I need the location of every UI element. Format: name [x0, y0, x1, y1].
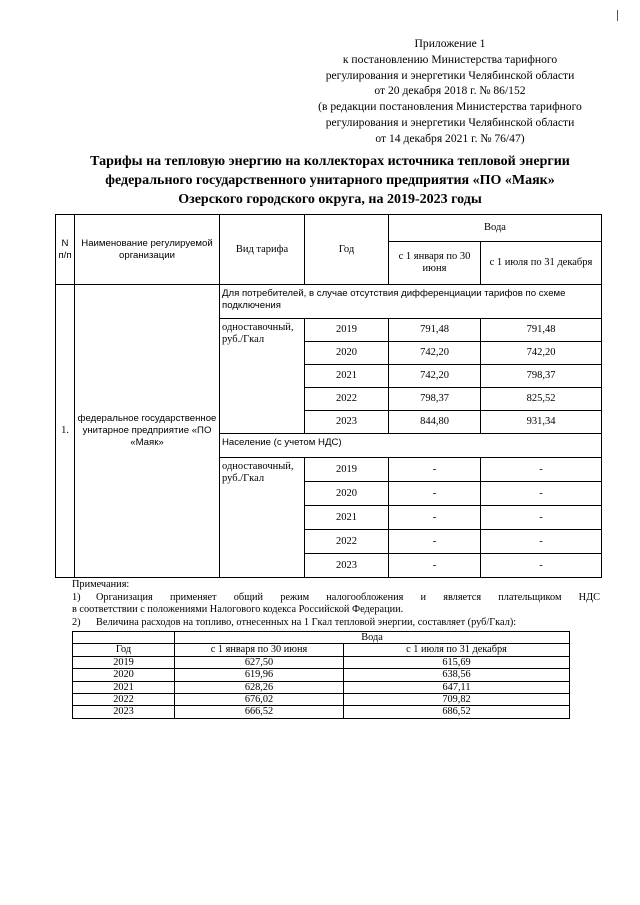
- note-2-text: Величина расходов на топливо, отнесенных на 1 Гкал тепловой энергии, составляет (руб/Гкал):: [96, 616, 517, 628]
- fuel-year-cell: 2020: [73, 669, 175, 681]
- appendix-block: [290, 36, 610, 147]
- note-1-line-2: в соответствии с положениями Налогового кодекса Российской Федерации.: [72, 604, 404, 615]
- header-org: Наименование регулируемой организации: [75, 215, 220, 285]
- header-tariff-type: Вид тарифа: [220, 215, 305, 285]
- value-cell: -: [389, 482, 481, 506]
- tariff-type: одноставочный, руб./Гкал: [220, 319, 305, 434]
- year-cell: 2020: [305, 482, 389, 506]
- fuel-cost-table: [72, 631, 570, 719]
- fuel-header-year: Год: [73, 644, 175, 656]
- value-cell: 931,34: [481, 411, 602, 434]
- value-cell: 825,52: [481, 388, 602, 411]
- title-line: Озерского городского округа, на 2019-2023 годы: [178, 192, 482, 207]
- header-period-2: с 1 июля по 31 декабря: [481, 242, 602, 285]
- header-num: N п/п: [56, 215, 75, 285]
- year-cell: 2019: [305, 458, 389, 482]
- tariff-table: [55, 214, 602, 578]
- appendix-line: регулирования и энергетики Челябинской области: [325, 68, 575, 82]
- note-1-line-1: Организация применяет общий режим налогообложения и является плательщиком НДС: [96, 591, 600, 603]
- title-line: федерального государственного унитарного предприятия «ПО «Маяк»: [105, 173, 555, 188]
- fuel-value-cell: 638,56: [344, 669, 570, 681]
- fuel-value-cell: 627,50: [175, 656, 344, 668]
- value-cell: -: [481, 506, 602, 530]
- note-label: 2): [72, 616, 81, 628]
- value-cell: 742,20: [481, 342, 602, 365]
- section-heading: Население (с учетом НДС): [220, 434, 602, 458]
- value-cell: -: [389, 458, 481, 482]
- appendix-line: к постановлению Министерства тарифного: [342, 52, 558, 66]
- year-cell: 2020: [305, 342, 389, 365]
- fuel-value-cell: 666,52: [175, 706, 344, 718]
- value-cell: 844,80: [389, 411, 481, 434]
- year-cell: 2021: [305, 365, 389, 388]
- title-line: Тарифы на тепловую энергию на коллекторах источника тепловой энергии: [90, 154, 570, 169]
- value-cell: 798,37: [481, 365, 602, 388]
- fuel-year-cell: 2022: [73, 694, 175, 706]
- year-cell: 2021: [305, 506, 389, 530]
- fuel-value-cell: 619,96: [175, 669, 344, 681]
- header-water: Вода: [389, 215, 602, 242]
- header-period-1: с 1 января по 30 июня: [389, 242, 481, 285]
- fuel-value-cell: 686,52: [344, 706, 570, 718]
- fuel-header-period-1: с 1 января по 30 июня: [175, 644, 344, 656]
- fuel-value-cell: 615,69: [344, 656, 570, 668]
- value-cell: -: [481, 458, 602, 482]
- year-cell: 2023: [305, 554, 389, 578]
- value-cell: 798,37: [389, 388, 481, 411]
- appendix-line: (в редакции постановления Министерства тарифного: [318, 100, 582, 114]
- fuel-corner-cell: [73, 632, 175, 644]
- value-cell: 742,20: [389, 365, 481, 388]
- org-name: федеральное государственное унитарное предприятие «ПО «Маяк»: [75, 285, 220, 578]
- value-cell: -: [481, 482, 602, 506]
- value-cell: 791,48: [389, 319, 481, 342]
- note-label: 1): [72, 591, 81, 603]
- notes-heading: Примечания:: [72, 579, 130, 590]
- fuel-header-period-2: с 1 июля по 31 декабря: [344, 644, 570, 656]
- fuel-value-cell: 676,02: [175, 694, 344, 706]
- appendix-line: от 20 декабря 2018 г. № 86/152: [374, 84, 526, 98]
- value-cell: -: [389, 506, 481, 530]
- value-cell: -: [481, 530, 602, 554]
- fuel-year-cell: 2019: [73, 656, 175, 668]
- appendix-line: регулирования и энергетики Челябинской области: [325, 115, 575, 129]
- value-cell: -: [389, 554, 481, 578]
- scan-mark: [617, 10, 618, 21]
- header-year: Год: [305, 215, 389, 285]
- value-cell: -: [481, 554, 602, 578]
- fuel-year-cell: 2023: [73, 706, 175, 718]
- value-cell: -: [389, 530, 481, 554]
- fuel-value-cell: 628,26: [175, 681, 344, 693]
- row-number: 1.: [56, 285, 75, 578]
- document-title: [40, 152, 620, 209]
- fuel-value-cell: 709,82: [344, 694, 570, 706]
- value-cell: 742,20: [389, 342, 481, 365]
- fuel-year-cell: 2021: [73, 681, 175, 693]
- value-cell: 791,48: [481, 319, 602, 342]
- appendix-line: от 14 декабря 2021 г. № 76/47): [375, 131, 525, 145]
- fuel-value-cell: 647,11: [344, 681, 570, 693]
- section-heading: Для потребителей, в случае отсутствия дифференциации тарифов по схеме подключения: [220, 285, 602, 319]
- year-cell: 2022: [305, 388, 389, 411]
- notes-block: [72, 579, 600, 629]
- year-cell: 2023: [305, 411, 389, 434]
- year-cell: 2019: [305, 319, 389, 342]
- tariff-type: одноставочный, руб./Гкал: [220, 458, 305, 578]
- year-cell: 2022: [305, 530, 389, 554]
- appendix-line: Приложение 1: [414, 37, 486, 50]
- fuel-header-water: Вода: [175, 632, 570, 644]
